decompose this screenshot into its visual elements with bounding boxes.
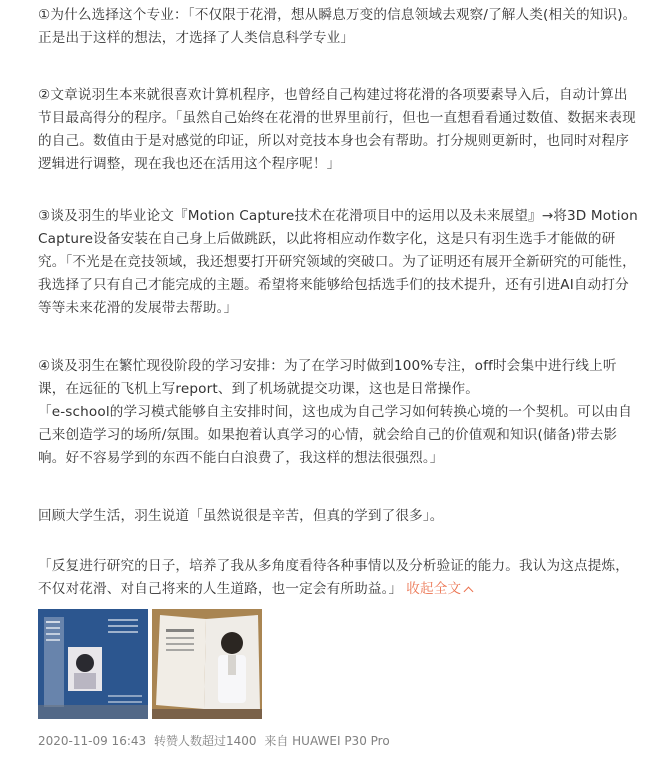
final-quote-text: 「反复进行研究的日子，培养了我从多角度看待各种事情以及分析验证的能力。我认为这点提炼，不仅对花滑、对自己将来的人生道路，也一定会有所助益。」 bbox=[38, 558, 629, 597]
paragraph-thesis: ③谈及羽生的毕业论文『Motion Capture技术在花滑项目中的运用以及未来展望』→将3D Motion Capture设备安装在自己身上后做跳跃，以此将相应动作数字化，这是只有羽生选手才能做的研究。「不光是在竞技领域，我还想要打开研究领域的突破口。为了证明还有展开全新研究的可能性，我选择了只有自己才能完成的主题。希望将来能够给包括选手们的技术提升，还有引进AI自动打分等等未来花滑的发展带去帮助。」 bbox=[38, 208, 638, 316]
collapse-full-text-link[interactable] bbox=[406, 581, 472, 597]
post-timestamp[interactable]: 2020-11-09 16:43 bbox=[38, 734, 147, 748]
post-image-thumbnail-1[interactable] bbox=[38, 609, 148, 719]
repost-count: 转赞人数超过1400 bbox=[153, 734, 257, 748]
collapse-label: 收起全文 bbox=[406, 581, 462, 597]
paragraph-program: ②文章说羽生本来就很喜欢计算机程序，也曾经自己构建过将花滑的各项要素导入后，自动计算出节目最高得分的程序。「虽然自己始终在花滑的世界里前行，但也一直想看看通过数值、数据来表现的自己。数值由于是对感觉的印证，所以对竞技本身也会有帮助。打分规则更新时，也同时对程序逻辑进行调整，现在我也还在活用这个程序呢！」 bbox=[38, 87, 636, 172]
post-image-thumbnail-2[interactable] bbox=[152, 609, 262, 719]
paragraph-final-quote bbox=[38, 555, 638, 601]
paragraph-review: 回顾大学生活，羽生说道「虽然说很是辛苦，但真的学到了很多」。 bbox=[38, 508, 444, 524]
post-meta bbox=[38, 733, 394, 749]
magazine-page-photo-2 bbox=[152, 609, 262, 719]
paragraph-major-reason: ①为什么选择这个专业：「不仅限于花滑，想从瞬息万变的信息领域去观察/了解人类(相关的知识)。正是出于这样的想法，才选择了人类信息科学专业」 bbox=[38, 7, 637, 46]
paragraph-study-plan: ④谈及羽生在繁忙现役阶段的学习安排：为了在学习时做到100%专注，off时会集中进行线上听课，在远征的飞机上写report、到了机场就提交功课，这也是日常操作。 bbox=[38, 358, 617, 397]
paragraph-eschool-quote: 「e-school的学习模式能够自主安排时间，这也成为自己学习如何转换心境的一个契机。可以由自己来创造学习的场所/氛围。如果抱着认真学习的心情，就会给自己的价值观和知识(储备)带去影响。好不容易学到的东西不能白白浪费了，我这样的想法很强烈。」 bbox=[38, 404, 633, 466]
chevron-up-icon bbox=[464, 587, 474, 597]
magazine-page-photo-1 bbox=[38, 609, 148, 719]
post-source[interactable]: 来自 HUAWEI P30 Pro bbox=[264, 734, 390, 748]
